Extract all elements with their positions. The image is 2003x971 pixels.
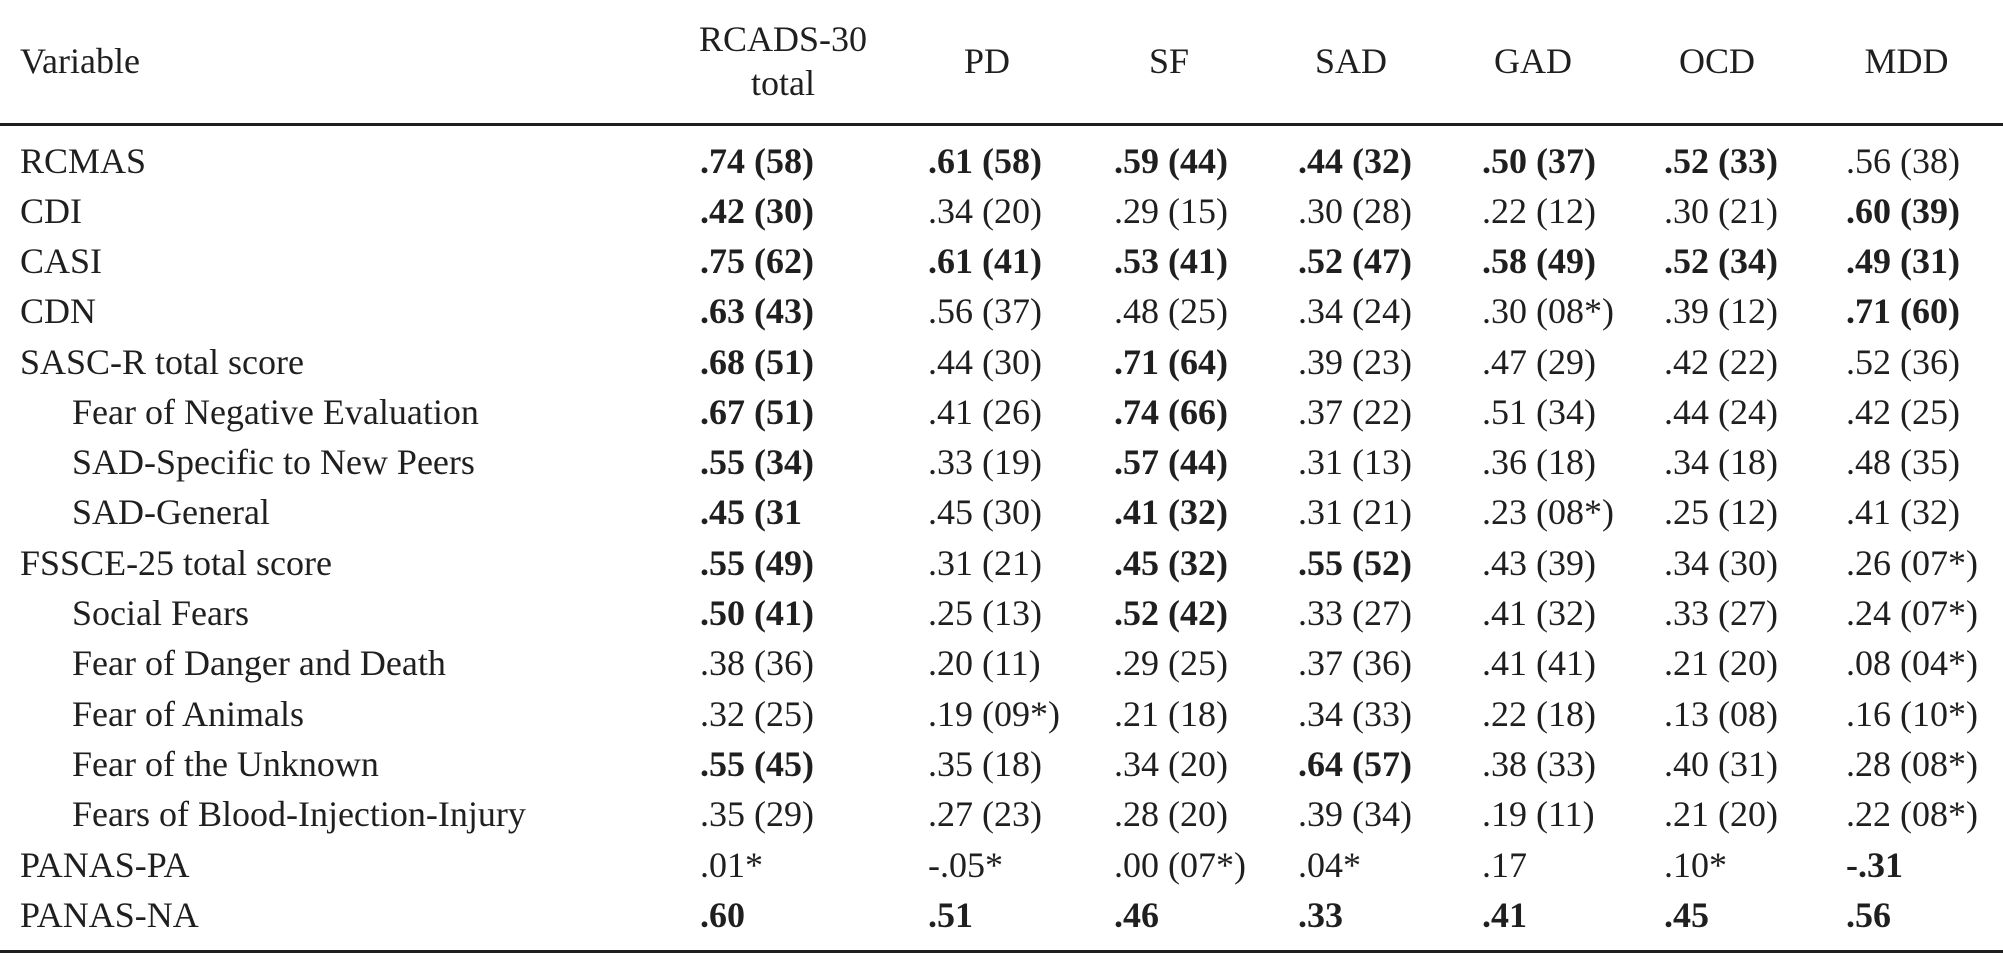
row-label: SASC-R total score — [20, 341, 304, 382]
table-cell: .20 (11) — [928, 643, 1041, 684]
table-cell: .67 (51) — [700, 391, 814, 432]
table-body — [0, 124, 2003, 951]
table-row — [0, 688, 2003, 738]
table-cell: .29 (15) — [1114, 190, 1228, 231]
table-cell: .56 (38) — [1846, 140, 1960, 181]
table-cell: .68 (51) — [700, 341, 814, 382]
column-header-ocd: OCD — [1624, 0, 1810, 124]
table-row — [0, 186, 2003, 236]
table-cell: .52 (42) — [1114, 593, 1228, 634]
table-cell: .45 — [1624, 890, 1810, 952]
table-cell: .21 (20) — [1664, 643, 1778, 684]
table-cell: .45 (30) — [928, 492, 1042, 533]
table-row — [0, 236, 2003, 286]
table-cell: .63 (43) — [700, 291, 814, 332]
row-label: SAD-Specific to New Peers — [72, 442, 475, 483]
table-cell: .57 (44) — [1114, 442, 1228, 483]
table-cell: .52 (47) — [1298, 240, 1412, 281]
table-cell: .31 (13) — [1298, 442, 1412, 483]
row-label: Fear of Danger and Death — [72, 643, 446, 684]
table-cell: .41 (32) — [1114, 492, 1228, 533]
table-cell: .58 (49) — [1482, 240, 1596, 281]
row-label: Fear of Animals — [72, 693, 304, 734]
table-cell: .41 (32) — [1846, 492, 1960, 533]
table-cell: .33 — [1260, 890, 1442, 952]
table-cell: .51 — [896, 890, 1078, 952]
row-label: Fears of Blood-Injection-Injury — [72, 794, 526, 835]
table-cell: .21 (20) — [1664, 794, 1778, 835]
table-cell: .50 (41) — [700, 593, 814, 634]
table-cell: .33 (27) — [1298, 593, 1412, 634]
table-cell: .41 (26) — [928, 391, 1042, 432]
table-cell: .32 (25) — [700, 693, 814, 734]
table-cell: .13 (08) — [1664, 693, 1778, 734]
table-row — [0, 839, 2003, 889]
table-cell: .35 (18) — [928, 743, 1042, 784]
table-cell: .45 (31 — [700, 492, 802, 533]
table-cell: .28 (08*) — [1846, 743, 1978, 784]
row-label: Fear of Negative Evaluation — [72, 391, 479, 432]
table-cell: .22 (18) — [1482, 693, 1596, 734]
table-cell: .55 (34) — [700, 442, 814, 483]
table-cell: .60 — [670, 890, 896, 952]
table-cell: .56 — [1810, 890, 2003, 952]
row-label: Social Fears — [72, 593, 249, 634]
table-cell: .55 (45) — [700, 743, 814, 784]
column-header-line: RCADS-30 — [698, 19, 868, 60]
column-header-sad: SAD — [1260, 0, 1442, 124]
row-label: CDN — [20, 291, 97, 332]
table-cell: .16 (10*) — [1846, 693, 1978, 734]
table-cell: .08 (04*) — [1846, 643, 1978, 684]
table-cell: .49 (31) — [1846, 240, 1960, 281]
table-cell: .19 (09*) — [928, 693, 1060, 734]
table-cell: .55 (52) — [1298, 542, 1412, 583]
column-header-pd: PD — [896, 0, 1078, 124]
table-cell: .30 (28) — [1298, 190, 1412, 231]
column-header-sf: SF — [1078, 0, 1260, 124]
table-cell: .61 (58) — [928, 140, 1042, 181]
table-cell: .75 (62) — [700, 240, 814, 281]
table-cell: .30 (08*) — [1482, 291, 1614, 332]
table-cell: .42 (22) — [1664, 341, 1778, 382]
table-cell: .48 (35) — [1846, 442, 1960, 483]
table-cell: -.05* — [928, 844, 1003, 885]
table-cell: .41 (32) — [1482, 593, 1596, 634]
table-cell: .53 (41) — [1114, 240, 1228, 281]
table-row — [0, 739, 2003, 789]
table-cell: .74 (66) — [1114, 391, 1228, 432]
table-cell: .41 — [1442, 890, 1624, 952]
table-cell: .42 (25) — [1846, 391, 1960, 432]
table-cell: .38 (36) — [700, 643, 814, 684]
table-cell: .46 — [1078, 890, 1260, 952]
table-cell: .44 (24) — [1664, 391, 1778, 432]
row-label: CASI — [20, 240, 103, 281]
column-header-mdd: MDD — [1810, 0, 2003, 124]
table-cell: .28 (20) — [1114, 794, 1228, 835]
table-cell: .59 (44) — [1114, 140, 1228, 181]
column-header-variable: Variable — [0, 0, 670, 124]
table-cell: .04* — [1298, 844, 1361, 885]
table-cell: .52 (33) — [1664, 140, 1778, 181]
table-cell: .43 (39) — [1482, 542, 1596, 583]
table-cell: .34 (33) — [1298, 693, 1412, 734]
table-cell: .47 (29) — [1482, 341, 1596, 382]
table-row — [0, 638, 2003, 688]
table-row — [0, 789, 2003, 839]
table-cell: .55 (49) — [700, 542, 814, 583]
table-cell: .44 (32) — [1298, 140, 1412, 181]
table-cell: .39 (23) — [1298, 341, 1412, 382]
row-label: PANAS-PA — [20, 844, 190, 885]
table-row — [0, 437, 2003, 487]
table-cell: .40 (31) — [1664, 743, 1778, 784]
table-cell: .36 (18) — [1482, 442, 1596, 483]
table-cell: .52 (34) — [1664, 240, 1778, 281]
table-cell: .35 (29) — [700, 794, 814, 835]
table-cell: .34 (18) — [1664, 442, 1778, 483]
table-cell: -.31 — [1846, 844, 1903, 885]
table-cell: .31 (21) — [928, 542, 1042, 583]
column-header-line: total — [751, 63, 815, 104]
row-label: SAD-General — [72, 492, 270, 533]
table-cell: .71 (64) — [1114, 341, 1228, 382]
table-cell: .39 (34) — [1298, 794, 1412, 835]
row-label: RCMAS — [20, 140, 147, 181]
header-row — [0, 0, 2003, 124]
table-cell: .44 (30) — [928, 341, 1042, 382]
table-cell: .51 (34) — [1482, 391, 1596, 432]
table-cell: .37 (22) — [1298, 391, 1412, 432]
column-header-gad: GAD — [1442, 0, 1624, 124]
row-label: FSSCE-25 total score — [20, 542, 332, 583]
table-cell: .34 (20) — [1114, 743, 1228, 784]
column-header-rcads-30-total — [670, 0, 896, 124]
table-cell: .61 (41) — [928, 240, 1042, 281]
table-cell: .42 (30) — [700, 190, 814, 231]
table-cell: .30 (21) — [1664, 190, 1778, 231]
table-row — [0, 487, 2003, 537]
table-cell: .64 (57) — [1298, 743, 1412, 784]
table-cell: .33 (19) — [928, 442, 1042, 483]
table-cell: .25 (13) — [928, 593, 1042, 634]
table-cell: .34 (20) — [928, 190, 1042, 231]
table-cell: .01* — [700, 844, 763, 885]
table-cell: .33 (27) — [1664, 593, 1778, 634]
table-cell: .10* — [1664, 844, 1727, 885]
table-row — [0, 890, 2003, 952]
table-cell: .27 (23) — [928, 794, 1042, 835]
table-row — [0, 124, 2003, 186]
table-row — [0, 286, 2003, 336]
table-cell: .37 (36) — [1298, 643, 1412, 684]
table-cell: .21 (18) — [1114, 693, 1228, 734]
table-cell: .50 (37) — [1482, 140, 1596, 181]
table-cell: .41 (41) — [1482, 643, 1596, 684]
table-row — [0, 336, 2003, 386]
table-row — [0, 588, 2003, 638]
table-cell: .29 (25) — [1114, 643, 1228, 684]
table-cell: .71 (60) — [1846, 291, 1960, 332]
row-label: Fear of the Unknown — [72, 743, 379, 784]
table-cell: .60 (39) — [1846, 190, 1960, 231]
table-cell: .17 — [1482, 844, 1527, 885]
table-header — [0, 0, 2003, 124]
table-cell: .26 (07*) — [1846, 542, 1978, 583]
table-cell: .19 (11) — [1482, 794, 1595, 835]
table-cell: .23 (08*) — [1482, 492, 1614, 533]
table-cell: .22 (08*) — [1846, 794, 1978, 835]
table-cell: .45 (32) — [1114, 542, 1228, 583]
table-cell: .24 (07*) — [1846, 593, 1978, 634]
table-cell: .74 (58) — [700, 140, 814, 181]
table-cell: .34 (24) — [1298, 291, 1412, 332]
table-cell: .56 (37) — [928, 291, 1042, 332]
table-cell: .52 (36) — [1846, 341, 1960, 382]
row-label: PANAS-NA — [0, 890, 670, 952]
table-cell: .34 (30) — [1664, 542, 1778, 583]
row-label: CDI — [20, 190, 82, 231]
table-row — [0, 387, 2003, 437]
table-cell: .48 (25) — [1114, 291, 1228, 332]
table-cell: .31 (21) — [1298, 492, 1412, 533]
table-cell: .25 (12) — [1664, 492, 1778, 533]
table-cell: .39 (12) — [1664, 291, 1778, 332]
table-cell: .38 (33) — [1482, 743, 1596, 784]
table-cell: .00 (07*) — [1114, 844, 1246, 885]
table-cell: .22 (12) — [1482, 190, 1596, 231]
table-row — [0, 538, 2003, 588]
